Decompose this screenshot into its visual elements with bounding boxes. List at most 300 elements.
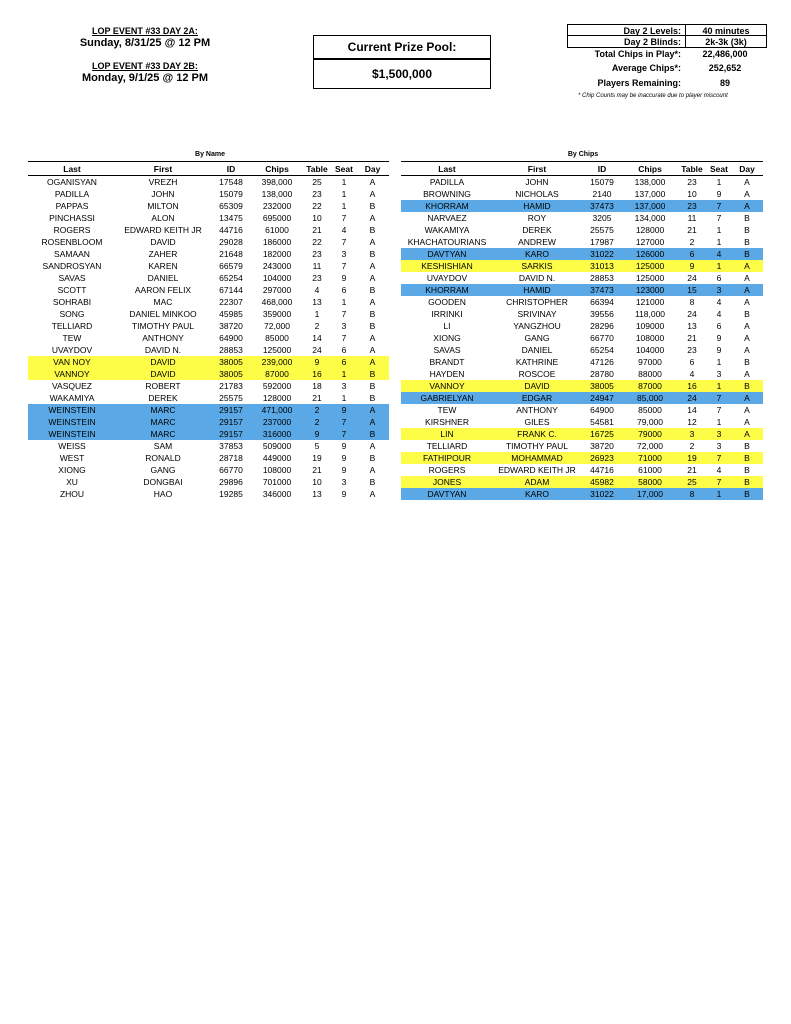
cell-id: 28853 [590,273,614,283]
info-label: Day 2 Levels: [567,24,685,36]
cell-chips: 17,000 [623,488,677,500]
cell-seat: 7 [341,237,347,247]
cell-id: 65254 [219,273,243,283]
column-header-chips: Chips [623,162,677,176]
cell-seat: 7 [341,309,347,319]
cell-first: JOHN [151,189,175,199]
event-2a-date: Sunday, 8/31/25 @ 12 PM [79,37,211,49]
cell-table: 16 [677,380,707,392]
cell-day: B [744,465,750,475]
cell-day: A [356,416,389,428]
cell-first: CHRISTOPHER [506,297,568,307]
cell-first: MARC [116,404,210,416]
cell-id: 29157 [210,404,252,416]
table-row [28,284,389,296]
cell-seat: 1 [707,260,731,272]
cell-seat: 9 [332,404,356,416]
table-row [401,368,763,380]
by-chips-table [401,161,763,500]
cell-chips: 104000 [635,345,665,355]
cell-first: DAVID N. [144,345,182,355]
cell-table: 2 [302,404,332,416]
table-row [28,464,389,476]
cell-id: 66770 [219,465,243,475]
cell-last: KHORRAM [401,200,493,212]
cell-chips: 118,000 [634,309,666,319]
cell-chips: 88000 [638,369,662,379]
cell-id: 66394 [590,297,614,307]
cell-day: B [356,368,389,380]
cell-table: 14 [687,405,697,415]
cell-first: DONGBAI [143,477,183,487]
cell-seat: 9 [341,489,347,499]
cell-seat: 3 [716,441,722,451]
info-row-blinds [567,36,767,48]
cell-table: 4 [689,369,695,379]
info-row-total-chips [567,48,767,60]
cell-day: B [744,225,750,235]
cell-table: 8 [689,297,695,307]
cell-day: A [744,189,750,199]
cell-day: B [369,321,376,331]
cell-last: HAYDEN [429,369,465,379]
table-row [28,428,389,440]
cell-last: SCOTT [57,285,87,295]
cell-last: BROWNING [423,189,471,199]
table-row [401,404,763,416]
cell-last: WEINSTEIN [28,404,116,416]
cell-day: B [369,477,376,487]
cell-last: WEISS [58,441,86,451]
cell-first: DEREK [148,393,178,403]
cell-last: WEINSTEIN [28,428,116,440]
cell-table: 21 [687,225,697,235]
cell-chips: 128000 [262,393,292,403]
cell-chips: 121000 [635,297,665,307]
cell-table: 11 [687,213,697,223]
cell-last: WEST [59,453,85,463]
cell-last: KESHISHIAN [401,260,493,272]
cell-table: 1 [314,309,320,319]
cell-last: KHACHATOURIANS [407,237,487,247]
cell-last: LIN [401,428,493,440]
cell-seat: 4 [341,225,347,235]
cell-first: JOHN [525,177,549,187]
table-row [401,212,763,224]
cell-day: B [369,249,376,259]
cell-first: EDWARD KEITH JR [124,225,202,235]
table-row [401,188,763,200]
table-row [401,236,763,248]
cell-day: B [731,488,763,500]
cell-first: RONALD [145,453,181,463]
cell-day: A [369,333,376,343]
cell-seat: 6 [716,273,722,283]
cell-last: PADILLA [54,189,90,199]
cell-first: DEREK [522,225,552,235]
cell-chips: 58000 [623,476,677,488]
cell-seat: 7 [332,428,356,440]
cell-id: 25575 [219,393,243,403]
cell-first: HAO [153,489,173,499]
cell-seat: 7 [707,200,731,212]
by-chips-title: By Chips [567,151,599,158]
cell-table: 22 [312,201,322,211]
cell-table: 14 [312,333,322,343]
table-row [401,296,763,308]
cell-seat: 9 [341,273,347,283]
cell-table: 9 [677,260,707,272]
table-row [401,200,763,212]
cell-table: 13 [312,489,322,499]
table-row [28,296,389,308]
cell-first: HAMID [493,200,581,212]
cell-chips: 243000 [262,261,292,271]
cell-table: 9 [302,428,332,440]
cell-id: 65309 [219,201,243,211]
cell-chips: 316000 [252,428,302,440]
cell-chips: 134,000 [634,213,666,223]
cell-first: NICHOLAS [515,189,559,199]
cell-seat: 4 [716,465,722,475]
info-value: 40 minutes [685,24,767,36]
by-name-table [28,161,389,500]
cell-table: 21 [312,225,322,235]
cell-first: AARON FELIX [134,285,192,295]
cell-id: 21648 [219,249,243,259]
cell-seat: 6 [341,345,347,355]
cell-id: 28780 [590,369,614,379]
cell-table: 21 [687,333,697,343]
cell-first: MILTON [147,201,179,211]
cell-chips: 72,000 [264,321,290,331]
cell-first: MARC [116,428,210,440]
cell-chips: 125000 [262,345,292,355]
table-row [401,428,763,440]
cell-chips: 123000 [623,284,677,296]
cell-table: 23 [312,273,322,283]
cell-day: A [731,284,763,296]
by-name-title: By Name [195,151,225,158]
cell-first: DANIEL MINKOO [129,309,197,319]
cell-chips: 137,000 [634,189,666,199]
prize-pool-value: $1,500,000 [313,59,491,89]
cell-first: DAVID [493,380,581,392]
column-header-first: First [116,162,210,176]
cell-day: B [369,393,376,403]
table-row [28,404,389,416]
cell-table: 22 [312,237,322,247]
cell-first: DAVID [116,356,210,368]
cell-table: 25 [312,177,322,187]
cell-day: A [369,345,376,355]
cell-day: A [744,345,750,355]
cell-id: 64900 [590,405,614,415]
info-value: 22,486,000 [702,49,748,59]
cell-id: 44716 [219,225,243,235]
cell-first: ANTHONY [516,405,558,415]
table-row [401,284,763,296]
cell-first: KARO [493,488,581,500]
cell-last: IRRINKI [431,309,463,319]
table-row [401,260,763,272]
cell-seat: 7 [707,476,731,488]
cell-first: ANDREW [518,237,556,247]
cell-table: 24 [687,309,697,319]
table-row [401,416,763,428]
cell-last: SANDROSYAN [42,261,102,271]
cell-id: 29157 [210,416,252,428]
cell-last: GOODEN [428,297,466,307]
cell-first: DAVID N. [518,273,556,283]
cell-last: VANNOY [28,368,116,380]
cell-day: B [744,441,750,451]
cell-table: 10 [687,189,697,199]
column-header-id: ID [210,162,252,176]
cell-seat: 1 [341,177,347,187]
table-row [28,272,389,284]
cell-last: XIONG [433,333,461,343]
cell-seat: 1 [341,393,347,403]
cell-id: 66579 [219,261,243,271]
info-label: Total Chips in Play*: [594,49,681,59]
info-row-levels [567,24,767,36]
cell-id: 13475 [219,213,243,223]
cell-seat: 1 [341,189,347,199]
cell-last: KHORRAM [401,284,493,296]
cell-chips: 359000 [262,309,292,319]
cell-chips: 85000 [265,333,289,343]
cell-table: 10 [312,477,322,487]
cell-id: 64900 [219,333,243,343]
cell-seat: 1 [716,177,722,187]
cell-table: 11 [312,261,322,271]
cell-table: 6 [677,248,707,260]
cell-last: XIONG [58,465,86,475]
cell-last: SONG [59,309,85,319]
event-2a [45,26,245,49]
cell-table: 4 [314,285,320,295]
cell-day: A [369,273,376,283]
table-row [28,368,389,380]
cell-chips: 346000 [262,489,292,499]
cell-id: 29028 [219,237,243,247]
cell-first: ALON [151,213,175,223]
cell-last: SOHRABI [52,297,92,307]
cell-day: A [744,369,750,379]
cell-table: 23 [687,177,697,187]
cell-table: 3 [677,428,707,440]
column-header-seat: Seat [707,162,731,176]
cell-day: A [369,465,376,475]
table-row [401,320,763,332]
cell-last: NARVAEZ [427,213,467,223]
cell-seat: 1 [707,488,731,500]
cell-id: 17987 [590,237,614,247]
table-row [401,452,763,464]
cell-table: 23 [312,249,322,259]
cell-last: KIRSHNER [425,417,469,427]
table-row [401,176,763,189]
cell-first: ROY [527,213,547,223]
cell-id: 3205 [592,213,612,223]
cell-chips: 398,000 [261,177,293,187]
cell-id: 31013 [581,260,623,272]
table-row [401,356,763,368]
cell-id: 37473 [581,284,623,296]
cell-last: DAVTYAN [401,488,493,500]
cell-table: 23 [687,345,697,355]
cell-last: DAVTYAN [401,248,493,260]
cell-id: 25575 [590,225,614,235]
cell-table: 12 [687,417,697,427]
cell-first: DAVID [116,368,210,380]
table-row [401,332,763,344]
cell-day: A [369,441,376,451]
cell-seat: 1 [716,357,722,367]
info-row-average-chips [567,62,767,74]
cell-day: A [744,405,750,415]
cell-table: 23 [677,200,707,212]
cell-day: A [356,356,389,368]
cell-first: MARC [116,416,210,428]
event-2b-date: Monday, 9/1/25 @ 12 PM [81,72,209,84]
cell-day: A [744,273,750,283]
cell-day: B [369,453,376,463]
cell-table: 6 [689,357,695,367]
cell-first: TIMOTHY PAUL [131,321,195,331]
event-2b-title: LOP EVENT #33 DAY 2B: [92,61,198,71]
cell-last: SAVAS [58,273,86,283]
cell-first: ANTHONY [142,333,184,343]
cell-table: 2 [314,321,320,331]
cell-first: HAMID [493,284,581,296]
cell-day: A [744,297,750,307]
cell-day: B [369,285,376,295]
cell-last: ROGERS [428,465,466,475]
info-row-players-remaining [567,77,767,89]
chip-count-note: * Chip Counts may be inaccurate due to player miscount [578,93,728,99]
cell-id: 38720 [590,441,614,451]
cell-seat: 9 [341,465,347,475]
cell-chips: 108000 [635,333,665,343]
table-row [28,488,389,500]
cell-chips: 127000 [635,237,665,247]
cell-seat: 9 [716,333,722,343]
cell-last: VASQUEZ [52,381,92,391]
cell-table: 15 [677,284,707,296]
cell-last: WAKAMIYA [424,225,470,235]
cell-id: 26923 [581,452,623,464]
cell-seat: 6 [332,356,356,368]
cell-chips: 471,000 [252,404,302,416]
cell-day: A [731,260,763,272]
cell-id: 15079 [590,177,614,187]
cell-id: 15079 [219,189,243,199]
table-row [401,464,763,476]
cell-last: OGANISYAN [47,177,97,187]
cell-id: 38720 [219,321,243,331]
cell-first: FRANK C. [493,428,581,440]
cell-table: 18 [312,381,322,391]
cell-chips: 182000 [262,249,292,259]
cell-chips: 87000 [252,368,302,380]
cell-last: JONES [401,476,493,488]
cell-first: SAM [153,441,173,451]
cell-day: A [369,237,376,247]
cell-id: 37853 [219,441,243,451]
cell-id: 65254 [590,345,614,355]
cell-seat: 7 [341,261,347,271]
cell-seat: 3 [707,428,731,440]
cell-table: 10 [312,213,322,223]
cell-day: B [731,248,763,260]
cell-day: A [744,321,750,331]
cell-id: 16725 [581,428,623,440]
cell-first: ZAHER [148,249,178,259]
cell-day: B [731,380,763,392]
table-row [28,356,389,368]
table-row [401,392,763,404]
cell-day: A [731,200,763,212]
cell-id: 47126 [590,357,614,367]
cell-seat: 4 [707,248,731,260]
cell-day: A [744,333,750,343]
cell-table: 2 [689,441,695,451]
cell-table: 9 [302,356,332,368]
cell-table: 21 [312,465,322,475]
cell-first: DANIEL [147,273,179,283]
cell-last: SAMAAN [54,249,90,259]
cell-last: PAPPAS [55,201,89,211]
table-row [28,260,389,272]
cell-chips: 108000 [262,465,292,475]
cell-chips: 128000 [635,225,665,235]
cell-chips: 79,000 [637,417,663,427]
cell-day: A [356,404,389,416]
cell-table: 13 [312,297,322,307]
cell-chips: 125000 [635,273,665,283]
cell-seat: 7 [341,213,347,223]
cell-chips: 109000 [635,321,665,331]
cell-chips: 509000 [262,441,292,451]
cell-seat: 1 [341,201,347,211]
cell-chips: 468,000 [261,297,293,307]
cell-id: 17548 [219,177,243,187]
cell-first: DANIEL [521,345,553,355]
cell-chips: 239,000 [252,356,302,368]
cell-id: 19285 [219,489,243,499]
table-row [28,416,389,428]
cell-first: YANGZHOU [513,321,561,331]
cell-id: 37473 [581,200,623,212]
cell-table: 5 [314,441,320,451]
info-label: Average Chips*: [611,63,681,73]
cell-last: ROGERS [53,225,91,235]
cell-last: ROSENBLOOM [41,237,103,247]
cell-id: 2140 [592,189,612,199]
cell-first: KARO [493,248,581,260]
event-2b [45,61,245,84]
table-row [401,272,763,284]
cell-chips: 186000 [262,237,292,247]
cell-table: 2 [689,237,695,247]
table-row [28,476,389,488]
column-header-day: Day [356,162,389,176]
cell-chips: 85000 [638,405,662,415]
cell-seat: 3 [707,284,731,296]
cell-seat: 1 [716,225,722,235]
